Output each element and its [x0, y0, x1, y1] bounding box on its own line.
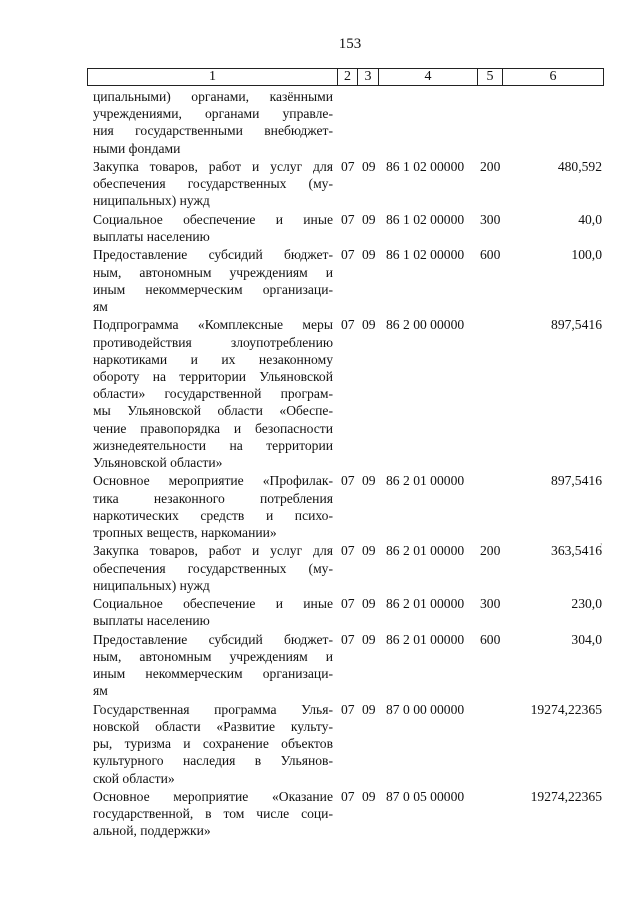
row-section: 07	[341, 789, 355, 804]
description-line: ниципальных) нужд	[93, 193, 210, 209]
header-col-5: 5	[478, 69, 503, 86]
description-line: Ульяновской области»	[93, 455, 223, 471]
row-subsection: 09	[362, 211, 376, 227]
description-line: государственной, в том числе соци-	[93, 806, 333, 822]
row-amount: 304,0	[571, 631, 602, 647]
row-amount: 40,0	[578, 211, 602, 227]
description-line: обеспечения государственных (му-	[93, 560, 333, 576]
description-line: Социальное обеспечение и иные	[93, 211, 333, 227]
row-description	[93, 158, 333, 210]
row-section: 07	[341, 543, 355, 559]
page-number: 153	[338, 36, 362, 52]
description-line: ям	[93, 683, 108, 699]
description-line: ными фондами	[93, 140, 181, 156]
row-subsection: 09	[362, 631, 376, 647]
row-section: 07	[341, 211, 355, 227]
row-expense-type: 600	[480, 247, 501, 263]
row-subsection: 09	[362, 159, 376, 174]
row-target-code: 86 2 01 00000	[386, 473, 465, 489]
description-line: мы Ульяновской области «Обеспе-	[93, 403, 333, 419]
description-line: Предоставление субсидий бюджет-	[93, 631, 333, 647]
description-line: Социальное обеспечение и иные	[93, 596, 333, 612]
description-line: обороту на территории Ульяновской	[93, 369, 333, 384]
description-line: Закупка товаров, работ и услуг для	[93, 543, 333, 559]
description-line: выплаты населению	[93, 229, 210, 244]
row-section: 07	[341, 317, 355, 333]
description-line: альной, поддержки»	[93, 823, 211, 839]
row-target-code: 87 0 05 00000	[386, 789, 465, 804]
row-description	[93, 316, 333, 471]
row-section: 07	[341, 701, 355, 717]
row-expense-type: 300	[480, 211, 501, 227]
description-line: противодействия злоупотреблению	[93, 334, 333, 350]
row-expense-type: 600	[480, 631, 501, 647]
row-target-code: 86 1 02 00000	[386, 247, 465, 263]
row-target-code: 86 1 02 00000	[386, 211, 465, 227]
row-subsection: 09	[362, 701, 376, 717]
description-line: учреждениями, органами управле-	[93, 106, 333, 122]
row-target-code: 86 1 02 00000	[386, 159, 465, 174]
description-line: новской области «Развитие культу-	[93, 719, 333, 734]
row-subsection: 09	[362, 543, 376, 559]
description-line: жизнедеятельности на территории	[93, 437, 333, 453]
description-line: области» государственной програм-	[93, 386, 333, 402]
description-line: иным некоммерческим организаци-	[93, 281, 333, 297]
row-subsection: 09	[362, 473, 376, 489]
scan-mark: ,	[600, 536, 603, 547]
row-description	[93, 788, 333, 840]
row-target-code: 86 2 01 00000	[386, 543, 465, 559]
description-line: иным некоммерческим организаци-	[93, 666, 333, 682]
description-line: Закупка товаров, работ и услуг для	[93, 159, 333, 174]
row-amount: 100,0	[571, 247, 602, 263]
description-line: Государственная программа Улья-	[93, 701, 333, 717]
header-col-4: 4	[379, 69, 478, 86]
description-line: ниципальных) нужд	[93, 577, 210, 593]
row-subsection: 09	[362, 317, 376, 333]
header-row	[88, 69, 604, 86]
row-description	[93, 701, 333, 787]
row-section: 07	[341, 247, 355, 263]
row-description	[93, 631, 333, 700]
description-line: Основное мероприятие «Оказание	[93, 789, 333, 804]
row-expense-type: 200	[480, 543, 501, 559]
description-line: ным, автономным учреждениям и	[93, 649, 333, 664]
description-line: ным, автономным учреждениям и	[93, 264, 333, 280]
row-amount: 480,592	[557, 159, 602, 174]
row-amount: 363,5416	[551, 543, 602, 559]
description-line: культурного наследия в Ульянов-	[93, 753, 333, 769]
row-subsection: 09	[362, 596, 376, 612]
description-line: ния государственными внебюджет-	[93, 123, 333, 139]
description-line: ской области»	[93, 770, 175, 786]
row-section: 07	[341, 473, 355, 489]
row-description	[93, 542, 333, 594]
row-amount: 19274,22365	[530, 789, 602, 804]
row-subsection: 09	[362, 247, 376, 263]
row-description	[93, 88, 333, 157]
row-amount: 897,5416	[551, 317, 602, 333]
row-section: 07	[341, 159, 355, 174]
row-target-code: 86 2 00 00000	[386, 317, 465, 333]
row-expense-type: 300	[480, 596, 501, 612]
row-description	[93, 246, 333, 315]
header-col-3: 3	[358, 69, 379, 86]
row-section: 07	[341, 596, 355, 612]
row-target-code: 87 0 00 00000	[386, 701, 465, 717]
row-amount: 230,0	[571, 596, 602, 612]
description-line: наркотиками и их незаконному	[93, 351, 333, 367]
row-amount: 19274,22365	[530, 701, 602, 717]
row-expense-type: 200	[480, 159, 501, 174]
description-line: наркотических средств и психо-	[93, 507, 333, 523]
description-line: выплаты населению	[93, 613, 210, 629]
row-target-code: 86 2 01 00000	[386, 596, 465, 612]
row-target-code: 86 2 01 00000	[386, 631, 465, 647]
row-description	[93, 595, 333, 629]
row-subsection: 09	[362, 789, 376, 804]
column-header-table	[87, 68, 604, 86]
description-line: тика незаконного потребления	[93, 490, 333, 506]
description-line: чение правопорядка и безопасности	[93, 420, 333, 436]
header-col-6: 6	[503, 69, 604, 86]
row-description	[93, 211, 333, 245]
description-line: Предоставление субсидий бюджет-	[93, 247, 333, 263]
header-col-1: 1	[88, 69, 338, 86]
row-amount: 897,5416	[551, 473, 602, 489]
description-line: ры, туризма и сохранение объектов	[93, 736, 333, 752]
description-line: ципальными) органами, казёнными	[93, 89, 333, 104]
description-line: обеспечения государственных (му-	[93, 176, 333, 192]
description-line: ям	[93, 299, 108, 314]
description-line: Подпрограмма «Комплексные меры	[93, 317, 333, 333]
description-line: Основное мероприятие «Профилак-	[93, 473, 333, 489]
row-description	[93, 472, 333, 541]
row-section: 07	[341, 631, 355, 647]
description-line: тропных веществ, наркомании»	[93, 525, 277, 540]
header-col-2: 2	[338, 69, 358, 86]
